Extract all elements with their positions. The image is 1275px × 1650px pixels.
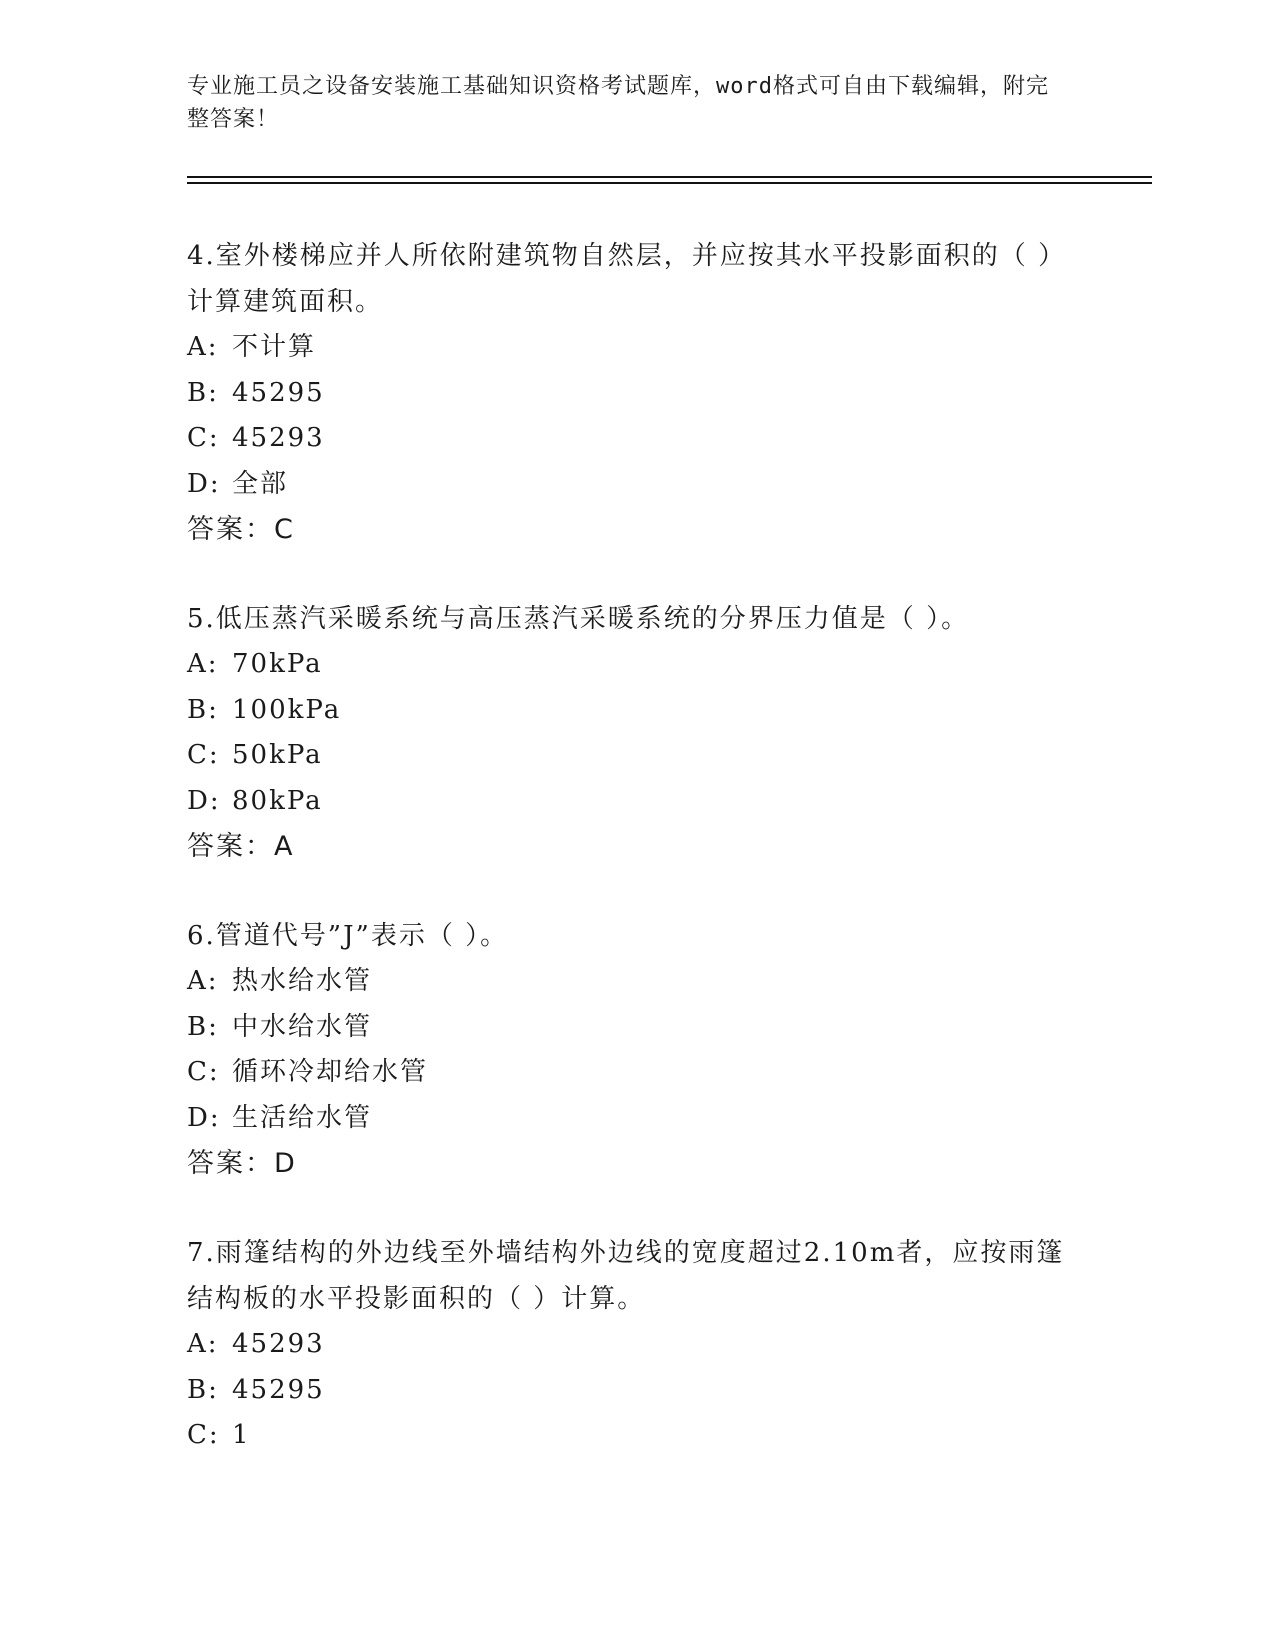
header-divider-bottom	[187, 182, 1152, 184]
option-a	[187, 325, 1067, 371]
answer-line: 答案：D	[187, 1148, 297, 1179]
option-label: B:	[187, 694, 219, 725]
option-label: A:	[187, 966, 219, 996]
option-text: 45295	[232, 1374, 325, 1405]
option-text: 70kPa	[232, 649, 323, 679]
question-6	[187, 913, 1067, 1187]
option-text: 45293	[232, 423, 325, 453]
option-text: 不计算	[232, 332, 317, 362]
option-text: 中水给水管	[232, 1011, 373, 1042]
option-label: B:	[187, 1011, 219, 1042]
option-label: C:	[187, 1057, 220, 1087]
option-b	[187, 1368, 1067, 1414]
option-b	[187, 1005, 1067, 1051]
option-c	[187, 416, 1067, 462]
option-label: D:	[187, 468, 221, 499]
option-d	[187, 462, 1067, 508]
option-label: B:	[187, 377, 219, 408]
header-divider-top	[187, 176, 1152, 178]
option-label: D:	[187, 785, 221, 816]
option-d	[187, 1096, 1067, 1142]
option-label: A:	[187, 332, 219, 362]
answer-line: 答案：A	[187, 831, 295, 862]
option-text: 热水给水管	[232, 966, 373, 996]
question-stem: 7.雨篷结构的外边线至外墙结构外边线的宽度超过2.10m者，应按雨篷结构板的水平投影面积的（ ）计算。	[187, 1238, 1065, 1314]
option-text: 45293	[232, 1329, 325, 1359]
question-4	[187, 233, 1067, 553]
option-label: B:	[187, 1374, 219, 1405]
option-c	[187, 1413, 1067, 1459]
option-text: 45295	[232, 377, 325, 408]
option-label: A:	[187, 649, 219, 679]
document-header: 专业施工员之设备安装施工基础知识资格考试题库，word格式可自由下载编辑，附完整答案！	[187, 74, 1049, 132]
option-text: 生活给水管	[232, 1102, 373, 1133]
option-b	[187, 371, 1067, 417]
option-text: 循环冷却给水管	[232, 1057, 429, 1087]
option-label: C:	[187, 423, 220, 453]
option-text: 80kPa	[232, 785, 323, 816]
option-label: C:	[187, 740, 220, 770]
question-stem: 6.管道代号”J”表示（ ）。	[187, 921, 509, 951]
option-text: 1	[232, 1420, 251, 1450]
option-c	[187, 1050, 1067, 1096]
question-list	[187, 233, 1067, 1502]
option-a	[187, 1322, 1067, 1368]
option-label: C:	[187, 1420, 220, 1450]
question-7	[187, 1230, 1067, 1459]
option-d	[187, 779, 1067, 825]
option-text: 50kPa	[232, 740, 323, 770]
option-label: D:	[187, 1102, 221, 1133]
option-a	[187, 642, 1067, 688]
question-stem: 4.室外楼梯应并人所依附建筑物自然层，并应按其水平投影面积的（ ）计算建筑面积。	[187, 241, 1067, 317]
option-label: A:	[187, 1329, 219, 1359]
option-a	[187, 959, 1067, 1005]
option-text: 全部	[232, 468, 289, 499]
option-text: 100kPa	[232, 694, 342, 725]
question-stem: 5.低压蒸汽采暖系统与高压蒸汽采暖系统的分界压力值是（ ）。	[187, 604, 970, 634]
option-b	[187, 688, 1067, 734]
option-c	[187, 733, 1067, 779]
question-5	[187, 596, 1067, 870]
answer-line: 答案：C	[187, 514, 295, 545]
